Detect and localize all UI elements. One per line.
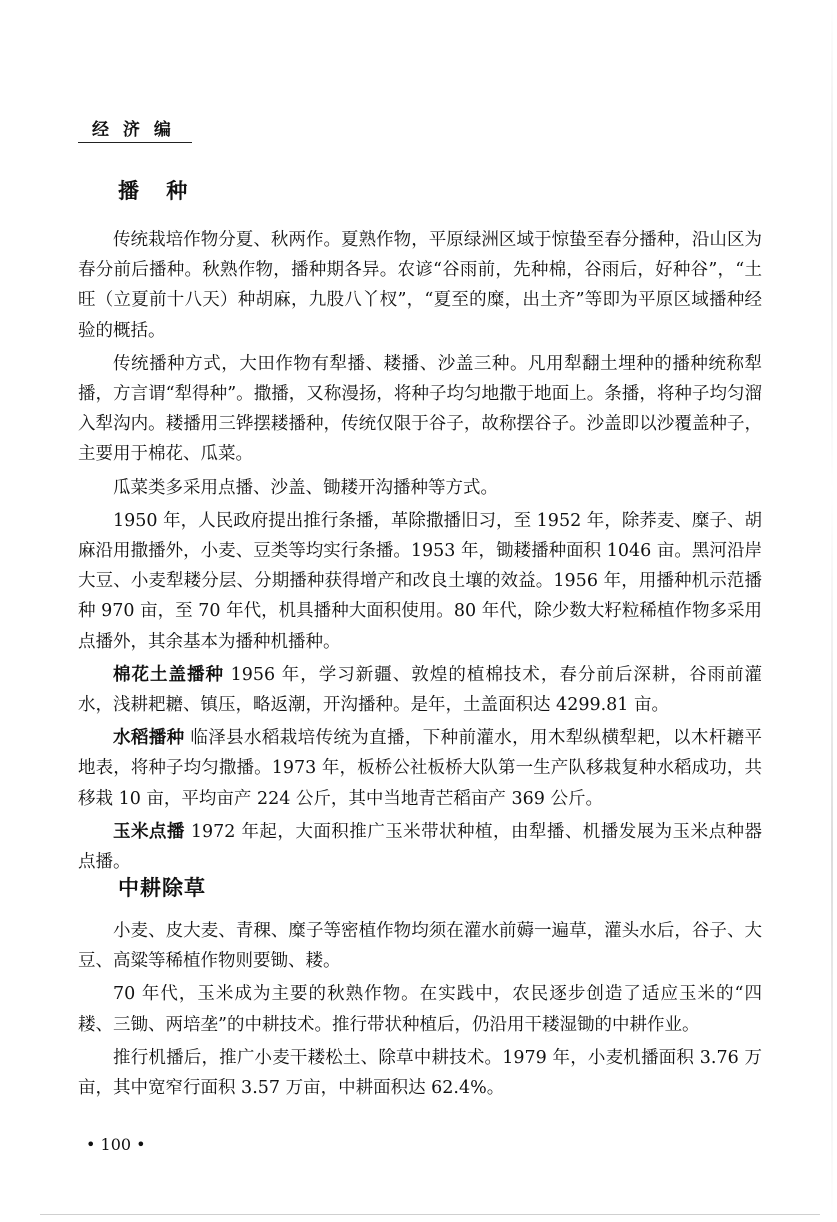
paragraph-text: 小麦、皮大麦、青稞、糜子等密植作物均须在灌水前薅一遍草，灌头水后，谷子、大豆、高粱等稀植作物则要锄、耧。 <box>78 921 762 972</box>
paragraph-text: 瓜菜类多采用点播、沙盖、锄耧开沟播种等方式。 <box>113 477 498 498</box>
section-body-intertillage <box>78 916 762 1106</box>
section-title-sowing: 播 种 <box>118 178 198 203</box>
page-number: • 100 • <box>86 1135 146 1154</box>
paragraph-lead: 水稻播种 <box>113 728 185 749</box>
paragraph <box>78 349 762 470</box>
running-header: 经 济 编 <box>92 120 175 140</box>
paragraph <box>78 660 762 720</box>
paragraph-text: 1956 年，学习新疆、敦煌的植棉技术，春分前后深耕，谷雨前灌水，浅耕耙耱、镇压，略返潮，开沟播种。是年，土盖面积达 4299.81 亩。 <box>78 664 762 716</box>
paragraph-lead: 玉米点播 <box>113 821 185 842</box>
section-body-sowing <box>78 225 762 880</box>
paragraph <box>78 506 762 657</box>
paragraph-lead: 棉花土盖播种 <box>113 664 225 685</box>
paragraph <box>78 817 762 877</box>
paragraph-text: 临泽县水稻栽培传统为直播，下种前灌水，用木犁纵横犁耙，以木杆耱平地表，将种子均匀撒播。1973 年，板桥公社板桥大队第一生产队移栽复种水稻成功，共移栽 10 亩，平均亩产 224 公斤，其中当地青芒稻亩产 369 公斤。 <box>78 728 763 809</box>
paragraph <box>78 225 762 346</box>
paragraph <box>78 916 762 976</box>
paragraph-text: 70 年代，玉米成为主要的秋熟作物。在实践中，农民逐步创造了适应玉米的“四耧、三锄、两培垄”的中耕技术。推行带状种植后，仍沿用干耧湿锄的中耕作业。 <box>78 984 762 1035</box>
paragraph-text: 推行机播后，推广小麦干耧松土、除草中耕技术。1979 年，小麦机播面积 3.76 万亩，其中宽窄行面积 3.57 万亩，中耕面积达 62.4%。 <box>78 1047 762 1099</box>
paragraph-text: 1972 年起，大面积推广玉米带状种植，由犁播、机播发展为玉米点种器点播。 <box>78 821 763 873</box>
scan-bottom-edge <box>40 1214 820 1215</box>
section-title-intertillage: 中耕除草 <box>118 875 206 900</box>
paragraph <box>78 723 762 814</box>
paragraph <box>78 1043 762 1103</box>
paragraph <box>78 473 762 503</box>
paragraph-text: 传统播种方式，大田作物有犁播、耧播、沙盖三种。凡用犁翻土埋种的播种统称犁播，方言谓“犁得种”。撒播，又称漫扬，将种子均匀地撒于地面上。条播，将种子均匀溜入犁沟内。耧播用三铧摆耧播种，传统仅限于谷子，故称摆谷子。沙盖即以沙覆盖种子，主要用于棉花、瓜菜。 <box>78 353 762 465</box>
paragraph <box>78 979 762 1039</box>
paragraph-text: 传统栽培作物分夏、秋两作。夏熟作物，平原绿洲区域于惊蛰至春分播种，沿山区为春分前后播种。秋熟作物，播种期各异。农谚“谷雨前，先种棉，谷雨后，好种谷”，“土旺（立夏前十八天）种胡麻，九股八丫杈”，“夏至的糜，出土齐”等即为平原区域播种经验的概括。 <box>78 230 762 341</box>
scan-edge-shadow <box>831 0 833 1222</box>
paragraph-text: 1950 年，人民政府提出推行条播，革除撒播旧习，至 1952 年，除荞麦、糜子、胡麻沿用撒播外，小麦、豆类等均实行条播。1953 年，锄耧播种面积 1046 亩。黑河沿岸大豆、小麦犁耧分层、分期播种获得增产和改良土壤的效益。1956 年，用播种机示范播种 970 亩，至 70 年代，机具播种大面积使用。80 年代，除少数大籽粒稀植作物多采用点播外，其余基本为播种机播种。 <box>78 510 762 652</box>
header-rule <box>78 142 192 143</box>
